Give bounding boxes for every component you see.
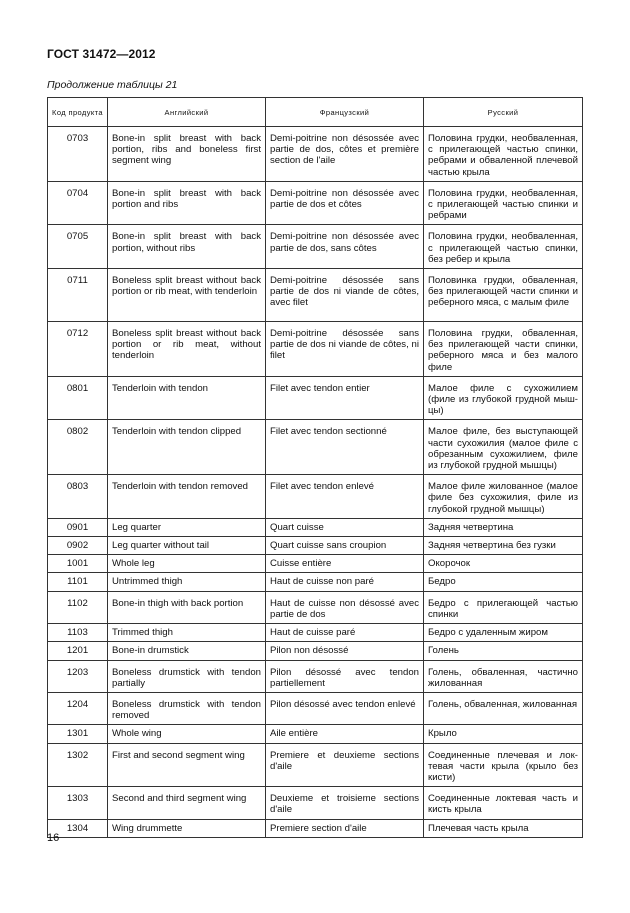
row-french: Demi-poitrine non désossée avec partie de dos et côtes	[266, 181, 424, 225]
table-caption: Продолжение таблицы 21	[47, 79, 178, 91]
row-code: 1302	[48, 743, 108, 787]
row-russian: Половина грудки, необваленная, с прилегающей частью спинки и ребрами	[424, 181, 583, 225]
table-row	[48, 127, 583, 182]
row-english: Whole leg	[108, 555, 266, 573]
row-russian: Половина грудки, необваленная, с прилегающей частью спинки, без ребер и крыла	[424, 225, 583, 269]
row-russian: Голень, обваленная, жилованная	[424, 692, 583, 724]
row-french: Demi-poitrine désossée sans partie de dos ni viande de côtes, avec filet	[266, 269, 424, 322]
row-french: Deuxieme et troisieme sections d'aile	[266, 787, 424, 819]
header-russian: Русский	[424, 98, 583, 127]
row-russian: Половинка грудки, обваленная, без прилегающей части спинки и реберного мяса, с малым филе	[424, 269, 583, 322]
row-code: 1301	[48, 725, 108, 743]
row-english: Bone-in split breast with back portion, ribs and boneless first segment wing	[108, 127, 266, 182]
row-french: Pilon désossé avec tendon partiellement	[266, 660, 424, 692]
table-row	[48, 420, 583, 475]
row-code: 1303	[48, 787, 108, 819]
row-french: Quart cuisse	[266, 518, 424, 536]
row-english: Untrimmed thigh	[108, 573, 266, 591]
table-row	[48, 555, 583, 573]
table-row	[48, 269, 583, 322]
table-row	[48, 322, 583, 377]
row-russian: Бедро	[424, 573, 583, 591]
row-code: 1103	[48, 624, 108, 642]
row-english: Trimmed thigh	[108, 624, 266, 642]
table-row	[48, 591, 583, 623]
row-english: Boneless split breast without back portion or rib meat, without tenderloin	[108, 322, 266, 377]
row-russian: Крыло	[424, 725, 583, 743]
row-french: Filet avec tendon sectionné	[266, 420, 424, 475]
row-code: 0705	[48, 225, 108, 269]
row-code: 0803	[48, 475, 108, 519]
row-french: Pilon non désossé	[266, 642, 424, 660]
table-header-row	[48, 98, 583, 127]
row-french: Filet avec tendon enlevé	[266, 475, 424, 519]
row-russian: Голень, обваленная, частично жилованная	[424, 660, 583, 692]
row-code: 1102	[48, 591, 108, 623]
row-french: Premiere section d'aile	[266, 819, 424, 837]
row-russian: Половина грудки, обваленная, без прилегающей части спинки, реберного мяса и без малого филе	[424, 322, 583, 377]
row-french: Premiere et deuxieme sections d'aile	[266, 743, 424, 787]
row-russian: Малое филе с сухожилием (филе из глубокой грудной мышцы)	[424, 376, 583, 420]
row-code: 1201	[48, 642, 108, 660]
row-russian: Плечевая часть крыла	[424, 819, 583, 837]
table-row	[48, 225, 583, 269]
row-russian: Половина грудки, необваленная, с прилегающей частью спинки, ребрами и обваленной плечевой частью крыла	[424, 127, 583, 182]
row-english: Boneless drumstick with tendon removed	[108, 692, 266, 724]
document-code: ГОСТ 31472—2012	[47, 47, 156, 61]
row-code: 1001	[48, 555, 108, 573]
row-french: Haut de cuisse non paré	[266, 573, 424, 591]
row-english: Bone-in split breast with back portion and ribs	[108, 181, 266, 225]
row-french: Demi-poitrine non désossée avec partie de dos, sans côtes	[266, 225, 424, 269]
table-row	[48, 624, 583, 642]
table-body	[48, 127, 583, 838]
row-english: Boneless drumstick with tendon partially	[108, 660, 266, 692]
row-english: Whole wing	[108, 725, 266, 743]
row-russian: Соединенные локтевая часть и кисть крыла	[424, 787, 583, 819]
table-row	[48, 692, 583, 724]
table-row	[48, 537, 583, 555]
table-row	[48, 787, 583, 819]
table-row	[48, 181, 583, 225]
row-english: Boneless split breast without back portion or rib meat, with tenderloin	[108, 269, 266, 322]
row-french: Filet avec tendon entier	[266, 376, 424, 420]
row-english: Second and third segment wing	[108, 787, 266, 819]
row-english: First and second segment wing	[108, 743, 266, 787]
table-row	[48, 475, 583, 519]
table-row	[48, 376, 583, 420]
product-code-table	[47, 97, 583, 838]
row-code: 0703	[48, 127, 108, 182]
row-french: Quart cuisse sans croupion	[266, 537, 424, 555]
row-code: 1203	[48, 660, 108, 692]
row-english: Bone-in drumstick	[108, 642, 266, 660]
row-russian: Окорочок	[424, 555, 583, 573]
table-row	[48, 743, 583, 787]
table-row	[48, 660, 583, 692]
row-french: Aile entière	[266, 725, 424, 743]
row-english: Bone-in split breast with back portion, without ribs	[108, 225, 266, 269]
page-number: 16	[47, 832, 60, 844]
header-french: Французский	[266, 98, 424, 127]
row-code: 0802	[48, 420, 108, 475]
table-row	[48, 573, 583, 591]
row-russian: Задняя четвертина	[424, 518, 583, 536]
row-english: Tenderloin with tendon removed	[108, 475, 266, 519]
row-english: Tenderloin with tendon	[108, 376, 266, 420]
row-russian: Соединенные плечевая и локтевая части крыла (крыло без кисти)	[424, 743, 583, 787]
row-russian: Малое филе, без выступающей части сухожилия (малое филе с обрезанным сухожилием, филе из глубокой грудной мышцы)	[424, 420, 583, 475]
row-french: Demi-poitrine désossée sans partie de dos ni viande de côtes, ni filet	[266, 322, 424, 377]
row-code: 0711	[48, 269, 108, 322]
row-russian: Бедро с удаленным жиром	[424, 624, 583, 642]
row-code: 1204	[48, 692, 108, 724]
row-english: Bone-in thigh with back portion	[108, 591, 266, 623]
row-code: 0902	[48, 537, 108, 555]
row-russian: Задняя четвертина без гузки	[424, 537, 583, 555]
table-row	[48, 725, 583, 743]
row-french: Haut de cuisse paré	[266, 624, 424, 642]
row-french: Demi-poitrine non désossée avec partie de dos, côtes et première section de l'aile	[266, 127, 424, 182]
row-french: Cuisse entière	[266, 555, 424, 573]
table-row	[48, 518, 583, 536]
row-russian: Малое филе жилованное (малое филе без сухожилия, филе из глубокой грудной мышцы)	[424, 475, 583, 519]
header-english: Английский	[108, 98, 266, 127]
row-code: 1304	[48, 819, 108, 837]
row-french: Haut de cuisse non désossé avec partie de dos	[266, 591, 424, 623]
row-english: Tenderloin with tendon clipped	[108, 420, 266, 475]
row-english: Wing drummette	[108, 819, 266, 837]
row-english: Leg quarter	[108, 518, 266, 536]
row-english: Leg quarter without tail	[108, 537, 266, 555]
row-code: 0712	[48, 322, 108, 377]
row-russian: Голень	[424, 642, 583, 660]
row-code: 0704	[48, 181, 108, 225]
row-french: Pilon désossé avec tendon enlevé	[266, 692, 424, 724]
table-row	[48, 819, 583, 837]
table-row	[48, 642, 583, 660]
header-code: Код продукта	[48, 98, 108, 127]
row-code: 1101	[48, 573, 108, 591]
row-code: 0901	[48, 518, 108, 536]
row-code: 0801	[48, 376, 108, 420]
row-russian: Бедро с прилегающей частью спинки	[424, 591, 583, 623]
